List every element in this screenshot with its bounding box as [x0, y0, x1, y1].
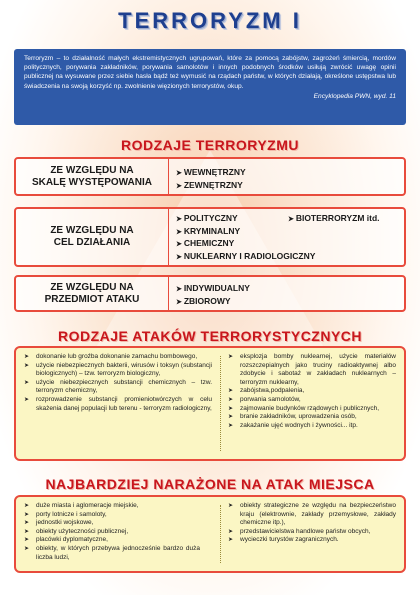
list-item: ➤ branie zakładników, uprowadzenia osób, [228, 413, 396, 422]
list-item: ➤ rozprowadzenie substancji promieniotwórczych w celu skażenia danej populacji lub terenu - terroryzm radiologiczny, [24, 396, 212, 413]
list-item: ➤ ZBIOROWY [176, 296, 250, 309]
definition-source: Encyklopedia PWN, wyd. 11 [313, 92, 396, 100]
list-item: ➤ zakażanie ujęć wodnych i żywności... itp. [228, 422, 396, 431]
list-item: ➤ ZEWNĘTRZNY [176, 180, 246, 193]
type-row-scale [14, 157, 406, 196]
type-row-list [176, 167, 246, 192]
attacks-right-list [228, 353, 396, 430]
attacks-left-list [24, 353, 212, 413]
attacks-box [14, 346, 406, 461]
type-row-label: ZE WZGLĘDU NA SKALĘ WYSTĘPOWANIA [16, 159, 169, 194]
type-row-list [176, 283, 250, 308]
list-item: ➤ użycie niebezpiecznych bakterii, wirusów i toksyn (substancji biologicznych) – tzw. terroryzm biologiczny, [24, 362, 212, 379]
list-item: ➤ porty lotnicze i samoloty, [24, 511, 200, 520]
targets-right-list [228, 502, 396, 545]
targets-heading: NAJBARDZIEJ NARAŻONE NA ATAK MIEJSCA [45, 476, 375, 492]
list-item: ➤ INDYWIDUALNY [176, 283, 250, 296]
type-row-label: ZE WZGLĘDU NA CEL DZIAŁANIA [16, 209, 169, 265]
list-item: ➤ użycie niebezpiecznych substancji chemicznych – tzw. terroryzm chemiczny, [24, 379, 212, 396]
list-item: ➤ jednostki wojskowe, [24, 519, 200, 528]
column-divider [220, 356, 221, 451]
list-item: ➤ wycieczki turystów zagranicznych. [228, 536, 396, 545]
list-item: ➤ eksplozja bomby nuklearnej, użycie materiałów rozszczepialnych jako truciny radioaktywnej albo zdobycie i sabotaż w zakładach nuklearnych – terroryzm nuklearny, [228, 353, 396, 387]
type-row-target [14, 275, 406, 312]
page-title: TERRORYZM I [118, 8, 302, 33]
list-item: ➤ CHEMICZNY [176, 238, 315, 251]
list-item: ➤ duże miasta i aglomeracje miejskie, [24, 502, 200, 511]
list-item: ➤ porwania samolotów, [228, 396, 396, 405]
list-item: ➤ obiekty, w których przebywa jednocześnie bardzo duża liczba ludzi, [24, 545, 200, 562]
column-divider [220, 505, 221, 563]
list-item: ➤ zabójstwa,podpalenia, [228, 387, 396, 396]
list-item: ➤ WEWNĘTRZNY [176, 167, 246, 180]
list-item: ➤ placówki dyplomatyczne, [24, 536, 200, 545]
definition-text: Terroryzm – to działalność małych ekstremistycznych ugrupowań, które za pomocą zabójstw, zagrożeń śmiercią, mordów politycznych, porywania zakładników, porywania samolotów i innych podobnych środków usiłują zwrócić uwagę opinii publicznej na wysuwane przez siebie hasła bądź też wymusić na rządach państw, w których działają, określone ustępstwa lub świadczenia na swoją korzyść np. zwolnienie więzionych terrorystów, okup. [24, 55, 396, 90]
list-item: ➤ POLITYCZNY [176, 213, 315, 226]
list-item: ➤ KRYMINALNY [176, 226, 315, 239]
type-row-purpose [14, 207, 406, 267]
attacks-heading: RODZAJE ATAKÓW TERRORYSTYCZNYCH [57, 328, 363, 344]
list-item: ➤ BIOTERRORYZM itd. [288, 213, 380, 226]
type-row-extra [288, 213, 380, 226]
list-item: ➤ obiekty użyteczności publicznej, [24, 528, 200, 537]
list-item: ➤ dokonanie lub groźba dokonanie zamachu bombowego, [24, 353, 212, 362]
list-item: ➤ przedstawicielstwa handlowe państw obcych, [228, 528, 396, 537]
list-item: ➤ zajmowanie budynków rządowych i publicznych, [228, 405, 396, 414]
types-heading: RODZAJE TERRORYZMU [120, 137, 300, 153]
definition-box [14, 49, 406, 125]
list-item: ➤ obiekty strategiczne ze względu na bezpieczeństwo kraju (elektrownie, zakłady przemysłowe, zakłady chemiczne itp.), [228, 502, 396, 528]
targets-box [14, 495, 406, 573]
type-row-label: ZE WZGLĘDU NA PRZEDMIOT ATAKU [16, 277, 169, 310]
list-item: ➤ NUKLEARNY I RADIOLOGICZNY [176, 251, 315, 264]
targets-left-list [24, 502, 200, 562]
